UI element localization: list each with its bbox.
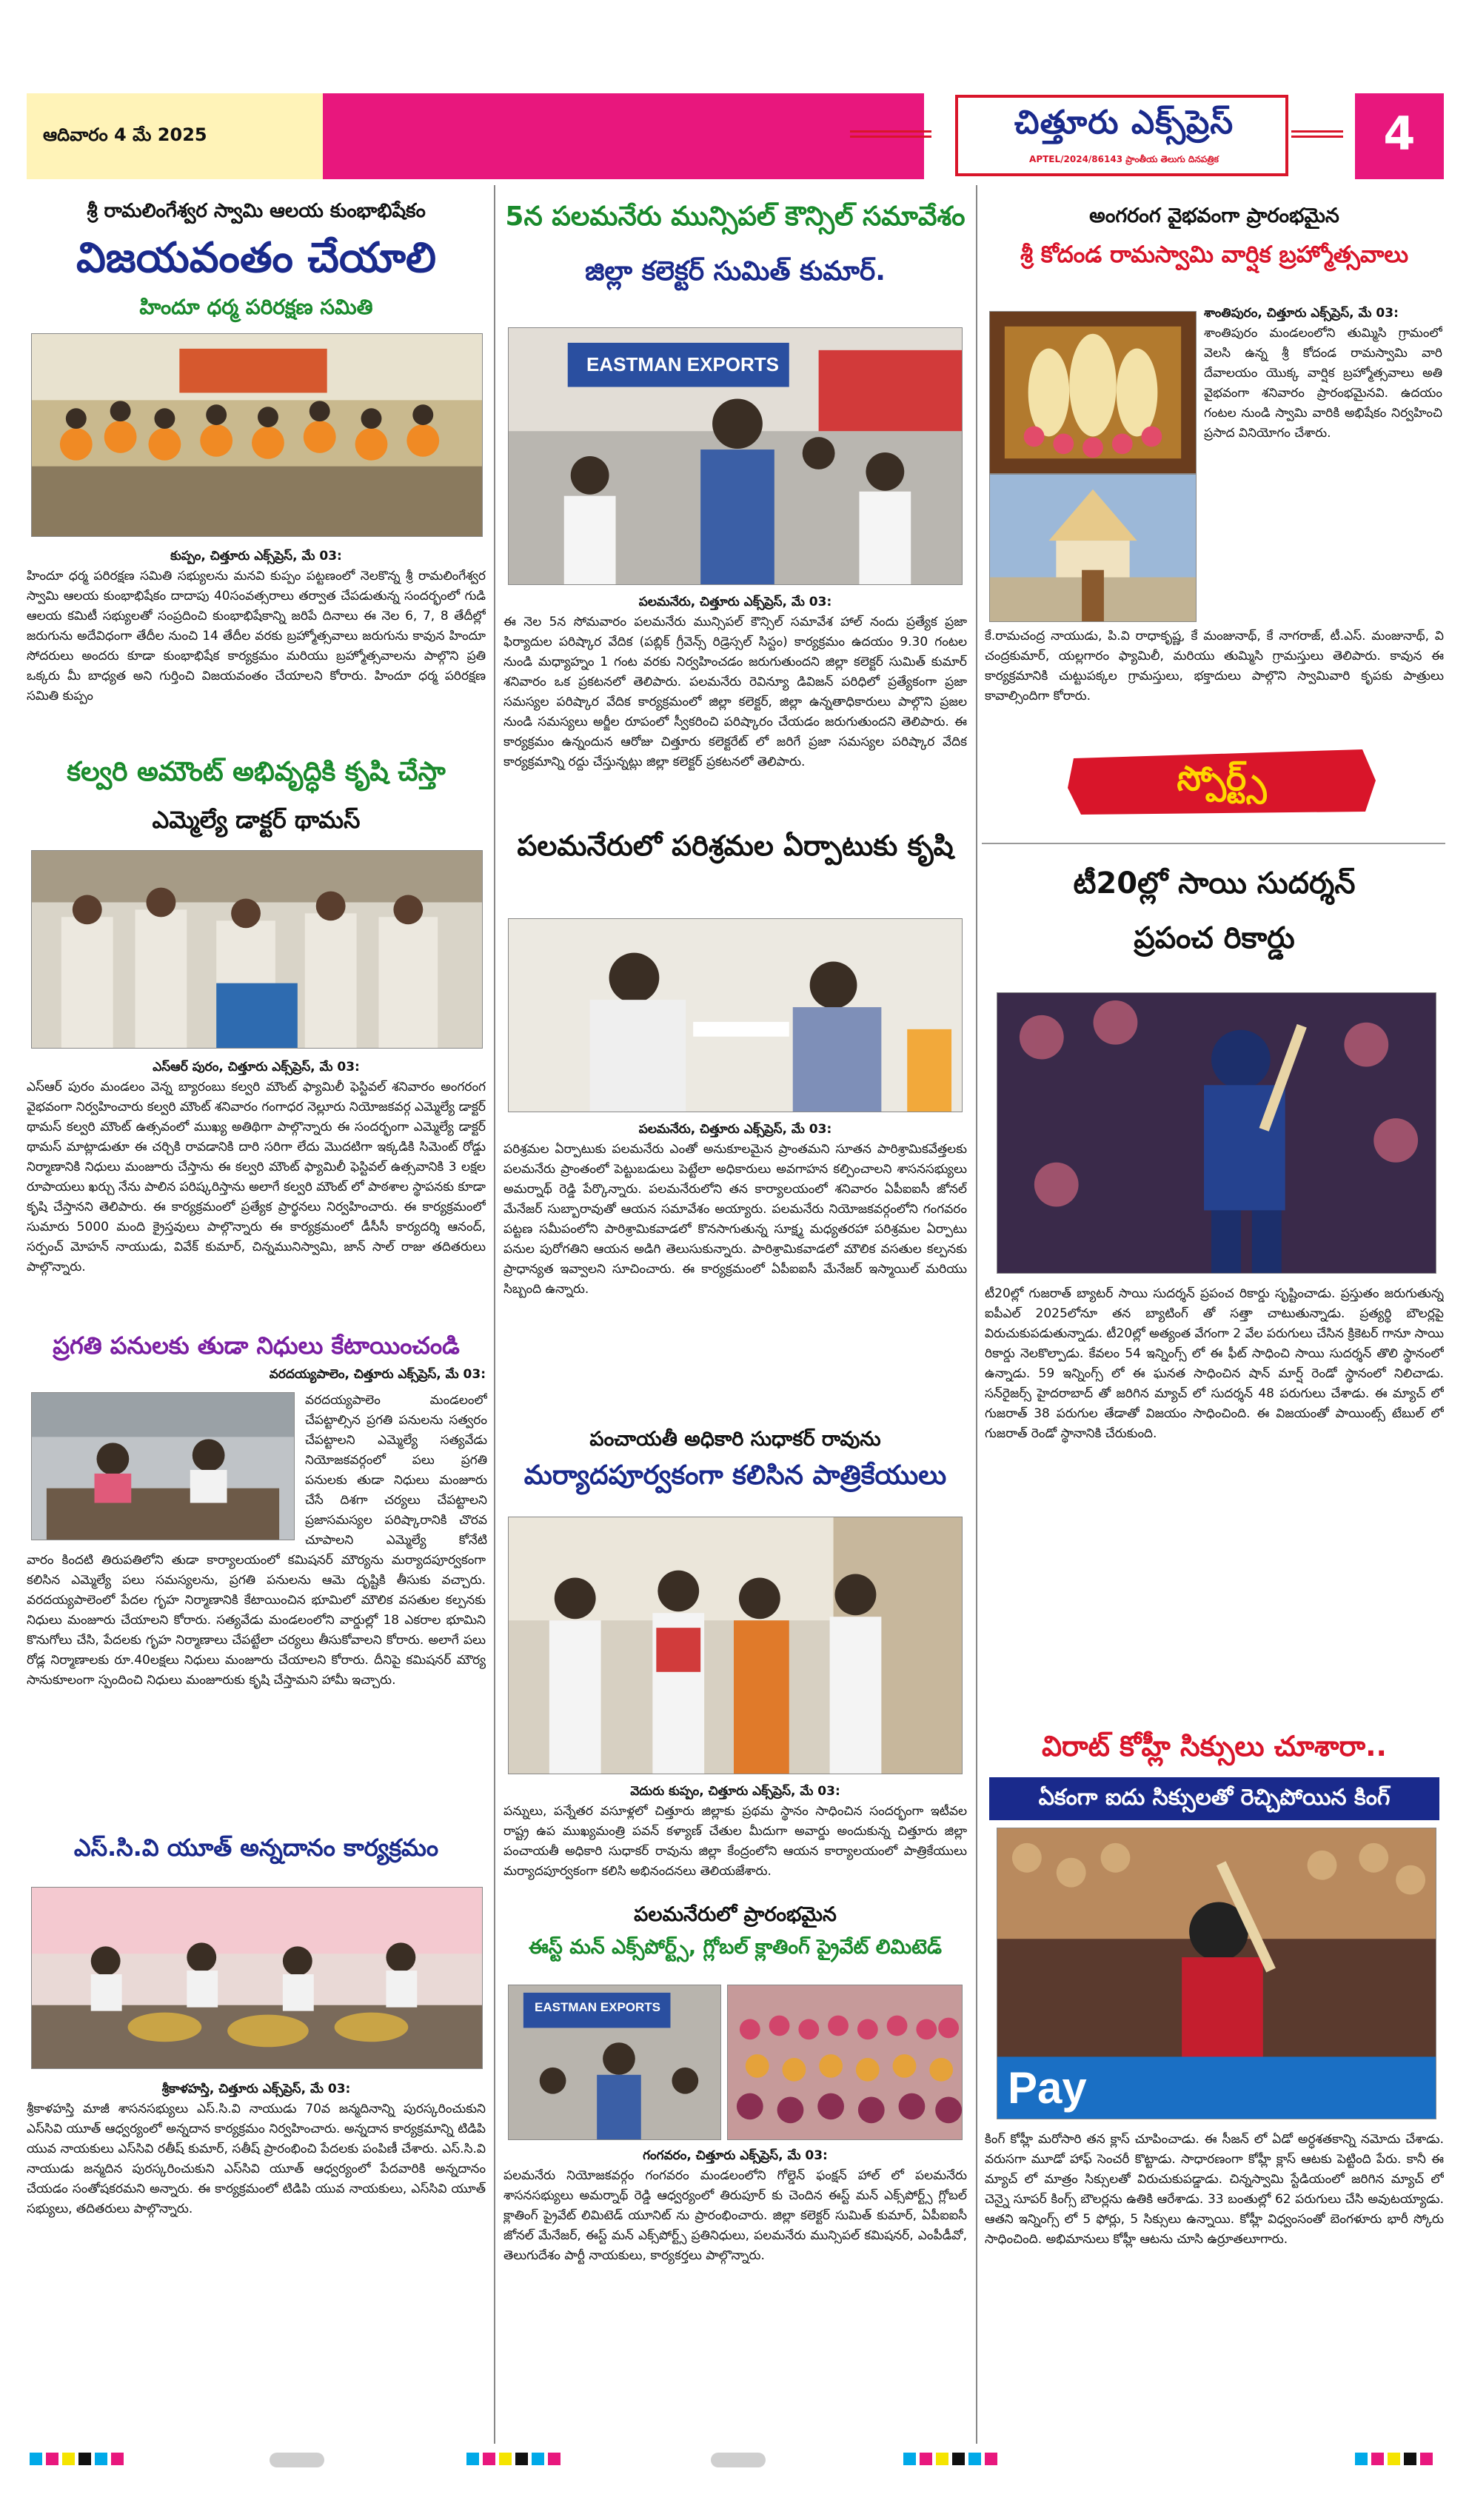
c2a3-dateline: వెదురు కుప్పం, చిత్తూరు ఎక్స్‌ప్రెస్, మే 03: bbox=[630, 1784, 840, 1799]
masthead-title: చిత్తూరు ఎక్స్‌ప్రెస్ bbox=[1014, 104, 1234, 141]
reg-magenta-2 bbox=[111, 2453, 124, 2465]
c2a1-headline2: జిల్లా కలెక్టర్ సుమిత్ కుమార్. bbox=[585, 256, 886, 287]
c2a3-headline: మర్యాదపూర్వకంగా కలిసిన పాత్రికేయులు bbox=[523, 1460, 947, 1491]
c2a4-banner-text: EASTMAN EXPORTS bbox=[534, 2000, 661, 2014]
c2a2-dateline: పలమనేరు, చిత్తూరు ఎక్స్‌ప్రెస్, మే 03: bbox=[638, 1122, 832, 1137]
reg-cyan bbox=[30, 2453, 42, 2465]
c3a3-photo bbox=[997, 1828, 1436, 2119]
reg-yellow bbox=[62, 2453, 75, 2465]
c1a3-body: వారం కిందటి తిరుపతిలోని తుడా కార్యాలయంలో కమిషనర్ మౌర్యను మర్యాదపూర్వకంగా కలిసిన ఎమ్మెల్యే పలు సమస్యలను, ప్రగతి పనులను ఆమె దృష్టికి తీసుకు వచ్చారు. వరదయ్యపాలెంలో పేదల గృహ నిర్మాణానికి కేటాయించిన భూమిలో మౌలిక వసతుల కల్పనకు నిధులు మంజూరు చేయాలని కోరారు. సత్యవేడు మండలంలోని వార్డుల్లో 18 ఎకరాల భూమిని కొనుగోలు చేసి, పేదలకు గృహ నిర్మాణాలు చేపట్టేలా చర్యలు తీసుకోవాలని కోరారు. అలాగే పలు రోడ్ల నిర్మాణాలకు రూ.40లక్షలు నిధులు మంజూరు చేయాలని కోరారు. దీనిపై కమిషనర్ మౌర్య సానుకూలంగా స్పందించి నిధులు మంజూరుకు కృషి చేస్తామని హామీ ఇచ్చారు. bbox=[27, 1553, 486, 1688]
c1a1-subhead: హిందూ ధర్మ పరిరక్షణ సమితి bbox=[139, 295, 373, 319]
c1a4-body-text: శ్రీకాళహస్తి మాజీ శాసనసభ్యులు ఎస్.సి.వి నాయుడు 70వ జన్మదినాన్ని పురస్కరించుకుని ఎస్‌సివి యూత్ ఆధ్వర్యంలో అన్నదాన కార్యక్రమం నిర్వహించారు. అన్నదాన కార్యక్రమాన్ని టిడిపి యువ నాయకులు ఎస్‌సివి రతీష్ కుమార్, సతీష్ ప్రారంభించి పేదలకు పంపిణీ చేశారు. ఎస్.సి.వి నాయుడు జన్మదిన పురస్కరించుకుని ఎస్‌సివి యూత్ ఆధ్వర్యంలో పేదవారికి అన్నదానం చేయడం సంతోషకరమని అన్నారు. ఈ కార్యక్రమంలో టిడిపి యువ నాయకులు, ఎస్‌సివి యూత్ సభ్యులు, తదితరులు పాల్గొన్నారు. bbox=[27, 2102, 486, 2216]
c3a3-subhead-bar bbox=[989, 1777, 1439, 1820]
c2a3-body-text: పన్నులు, పన్నేతర వసూళ్లలో చిత్తూరు జిల్లాకు ప్రథమ స్థానం సాధించిన సందర్భంగా ఇటీవల రాష్ట్ర ఉప ముఖ్యమంత్రి పవన్ కళ్యాణ్ చేతుల మీదుగా అవార్డు అందుకున్న చిత్తూరు జిల్లా పంచాయతీ అధికారి సుధాకర్ రావును జిల్లా కేంద్రంలోని ఆయన కార్యాలయంలో పాత్రికేయులు మర్యాదపూర్వకంగా కలిసి అభినందనలు తెలియజేశారు. bbox=[503, 1804, 967, 1879]
c2a2-body-text: పరిశ్రమల ఏర్పాటుకు పలమనేరు ఎంతో అనుకూలమైన ప్రాంతమని సూతన పారిశ్రామికవేత్తలకు పలమనేరు ప్రాంతంలో పెట్టుబడులు పెట్టేలా అధికారులు అవగాహన కల్పించాలని శాసనసభ్యులు అమర్నాథ్ రెడ్డి పేర్కొన్నారు. పలమనేరులోని తన కార్యాలయంలో శనివారం ఏపీఐఐసీ జోనల్ మేనేజర్ సుబ్బారావుతో ఆయన సమావేశం అయ్యారు. పలమనేరు నియోజకవర్గంలోని గంగవరం పట్టణ సమీపంలోని పారిశ్రామికవాడలో కొనసాగుతున్న సూక్ష్మ మధ్యతరహా పరిశ్రమల ఏర్పాటు పనుల పురోగతిని ఆయన అడిగి తెలుసుకున్నారు. పారిశ్రామికవాడలో మౌలిక వసతుల కల్పనకు ప్రాధాన్యత ఇవ్వాలని సూచించారు. ఈ కార్యక్రమంలో ఏపీఐఐసీ మేనేజర్ ఇస్మాయిల్ మరియు సిబ్బంది ఉన్నారు. bbox=[503, 1142, 967, 1297]
c1a2-body-text: ఎస్ఆర్ పురం మండలం వెన్న బ్యారంబు కల్వరి మౌంట్ ఫ్యామిలీ ఫెస్టివల్ శనివారం అంగరంగ వైభవంగా నిర్వహించారు కల్వరి మౌంట్ శనివారం గంగాధర నెల్లూరు నియోజకవర్గ ఎమ్మెల్యే డాక్టర్ థామస్ కల్వరి మౌంట్ ఉత్సవంలో ముఖ్య అతిథిగా పాల్గొన్నారు ఈ సందర్భంగా ఎమ్మెల్యే డాక్టర్ థామస్ మాట్లాడుతూ ఈ చర్చికి రావడానికి దారి సరిగా లేదు మొదటిగా ఇక్కడికి సిమెంట్ రోడ్డు నిర్మాణానికి నిధులు మంజూరు చేస్తాను ఈ కల్వరి మౌంట్ ఫ్యామిలీ ఫెస్టివల్ ఉత్సవానికి 3 లక్షల రూపాయలు ఖర్చు నేను పాలిన పరిష్కరిస్తాను అలాగే కల్వరి మౌంట్ లో పాఠశాల స్థాపనకు కూడా కృషి చేస్తానని తెలిపారు. ఈ కార్యక్రమంలో ప్రత్యేక ప్రార్థనలు నిర్వహించారు. ఈ కార్యక్రమంలో సుమారు 5000 మంది క్రైస్తవులు పాల్గొన్నారు ఈ కార్యక్రమంలో డీసీసీ కార్యదర్శి ఆనంద్, సర్పంచ్ మోహన్ నాయుడు, వివేక్ కుమార్, చిన్నమునిస్వామి, జాన్ సాల్ రాజు తదితరులు పాల్గొన్నారు. bbox=[27, 1080, 486, 1274]
header-red-lines bbox=[850, 130, 931, 138]
c1a4-dateline: శ్రీకాళహస్తి, చిత్తూరు ఎక్స్‌ప్రెస్, మే 03: bbox=[161, 2082, 351, 2096]
c2a2-headline: పలమనేరులో పరిశ్రమల ఏర్పాటుకు కృషి bbox=[517, 829, 954, 862]
reg-fr-cyan bbox=[1355, 2453, 1368, 2465]
c1a1-dateline: కుప్పం, చిత్తూరు ఎక్స్‌ప్రెస్, మే 03: bbox=[170, 549, 342, 564]
c2a3-kicker: పంచాయతీ అధికారి సుధాకర్ రావును bbox=[589, 1428, 881, 1451]
c1a4-body bbox=[27, 2079, 486, 2376]
c3a2-body: టీ20ల్లో గుజరాత్ బ్యాటర్ సాయి సుదర్శన్ ప్రపంచ రికార్డు సృష్టించాడు. ప్రస్తుతం జరుగుతున్న ఐపీఎల్ 2025లోనూ తన బ్యాటింగ్ తో సత్తా చాటుతున్నాడు. ప్రత్యర్థి బౌలర్లపై విరుచుకుపడుతున్నాడు. టీ20ల్లో అత్యంత వేగంగా 2 వేల పరుగులు చేసిన క్రికెటర్ గానూ సాయి రికార్డు నెలకొల్పాడు. కేవలం 54 ఇన్నింగ్స్ లో ఈ ఫీట్ సాధించి సాయి సుదర్శన్ తొలి స్థానంలో ఉన్నాడు. 59 ఇన్నింగ్స్ లో ఈ ఘనత సాధించిన షాన్ మార్ష్ రెండో స్థానంలో నిలిచాడు. సన్‌రైజర్స్ హైదరాబాద్ తో జరిగిన మ్యాచ్ లో సుదర్శన్ 48 పరుగులు చేశాడు. ఈ మ్యాచ్ లో గుజరాత్ 38 పరుగుల తేడాతో విజయం సాధించింది. ఈ విజయంతో పాయింట్స్ టేబుల్ లో గుజరాత్ రెండో స్థానానికి చేరుకుంది. bbox=[985, 1286, 1444, 1441]
reg-r-magenta-2 bbox=[985, 2453, 997, 2465]
reg-c-yellow bbox=[499, 2453, 512, 2465]
c2a1-banner-text: EASTMAN EXPORTS bbox=[586, 353, 780, 375]
c2a4-body-text: పలమనేరు నియోజకవర్గం గంగవరం మండలంలోని గోల్డెన్ ఫంక్షన్ హాల్ లో పలమనేరు శాసనసభ్యులు అమర్నాథ్ రెడ్డి ఆధ్వర్యంలో తిరుపూర్ కు చెందిన ఈస్ట్ మన్ ఎక్స్‌పోర్ట్స్ గ్లోబల్ క్లాతింగ్ ప్రైవేట్ లిమిటెడ్ యూనిట్ ను ప్రారంభించారు. జిల్లా కలెక్టర్ సుమిత్ కుమార్, ఏపీఐఐసీ జోనల్ మేనేజర్, ఈస్ట్ మన్ ఎక్స్‌పోర్ట్స్ ప్రతినిధులు, పలమనేరు మున్సిపల్ కమిషనర్, ఎంపీడీవో, తెలుగుదేశం పార్టీ నాయకులు, కార్యకర్తలు పాల్గొన్నారు. bbox=[503, 2168, 967, 2263]
reg-r-magenta bbox=[920, 2453, 932, 2465]
c1a2-subhead: ఎమ్మెల్యే డాక్టర్ థామస్ bbox=[152, 806, 361, 834]
column-divider-2 bbox=[976, 185, 977, 2444]
reg-c-cyan-2 bbox=[532, 2453, 544, 2465]
sports-banner bbox=[1066, 743, 1377, 818]
c1a3-dateline: వరదయ్యపాలెం, చిత్తూరు ఎక్స్‌ప్రెస్, మే 03: bbox=[269, 1367, 486, 1382]
c3a2-photo bbox=[997, 992, 1436, 1274]
footer-oval-right bbox=[711, 2453, 766, 2467]
page-number: 4 bbox=[1383, 107, 1416, 161]
reg-c-magenta bbox=[483, 2453, 495, 2465]
footer-marks-right bbox=[903, 2453, 1007, 2467]
c2a2-photo bbox=[508, 918, 963, 1112]
c2a4-body bbox=[503, 2146, 967, 2380]
c1a3-body-top: వరదయ్యపాలెం మండలంలో చేపట్టాల్సిన ప్రగతి పనులను సత్వరం చేపట్టాలని ఎమ్మెల్యే సత్యవేడు నియోజకవర్గంలో పలు ప్రగతి పనులకు తుడా నిధులు మంజూరు చేసే దిశగా చర్యలు చేపట్టాలని ప్రజాసమస్యల పరిష్కారానికి చొరవ చూపాలని ఎమ్మెల్యే కోనేటి bbox=[305, 1393, 487, 1548]
c3a1-body: కే.రామచంద్ర నాయుడు, పి.వి రాధాకృష్ణ, కే మంజునాథ్, కే నాగరాజ్, టీ.ఎస్. మంజునాథ్, వి చంద్రకుమార్, యల్లగారం ఫ్యామిలీ, మరియు తుమ్మిసి గ్రామస్తులు తెలిపారు. కావున ఈ కార్యక్రమానికి చుట్టుపక్కల గ్రామస్తులు, భక్తాదులు పాల్గొని స్వామివారి కృపకు పాత్రులు కావాల్సిందిగా కోరారు. bbox=[985, 629, 1444, 703]
c3a2-headline2: ప్రపంచ రికార్డు bbox=[1134, 921, 1295, 955]
c3a1-dateline: శాంతిపురం, చిత్తూరు ఎక్స్‌ప్రెస్, మే 03: bbox=[1204, 306, 1399, 321]
c2a3-photo bbox=[508, 1517, 963, 1774]
footer-marks-center bbox=[466, 2453, 570, 2467]
c3a1-photo-top bbox=[989, 311, 1197, 474]
reg-c-magenta-2 bbox=[548, 2453, 561, 2465]
c1a1-kicker: శ్రీ రామలింగేశ్వర స్వామి ఆలయ కుంభాభిషేకం bbox=[87, 200, 426, 222]
page-number-box bbox=[1355, 93, 1444, 179]
c3a1-body-top-text: శాంతిపురం మండలంలోని తుమ్మిసి గ్రామంలో వెలసి ఉన్న శ్రీ కోదండ రామస్వామి వారి దేవాలయం యొక్క వార్షిక బ్రహ్మోత్సవాలు అతి వైభవంగా శనివారం ప్రారంభమైనవి. ఉదయం గంటల నుండి స్వామి వారికి అభిషేకం నిర్వహించి ప్రసాద వినియోగం చేశారు. bbox=[1204, 326, 1442, 441]
c3a3-subhead: ఏకంగా ఐదు సిక్సులతో రెచ్చిపోయిన కింగ్ bbox=[1038, 1785, 1391, 1811]
c2a1-dateline: పలమనేరు, చిత్తూరు ఎక్స్‌ప్రెస్, మే 03: bbox=[638, 595, 832, 609]
c2a4-photo-right bbox=[727, 1985, 963, 2140]
c2a1-headline1: 5న పలమనేరు మున్సిపల్ కౌన్సిల్ సమావేశం bbox=[505, 201, 966, 232]
reg-r-cyan-2 bbox=[968, 2453, 981, 2465]
reg-cyan-2 bbox=[95, 2453, 107, 2465]
reg-black bbox=[78, 2453, 91, 2465]
footer-marks-far-right bbox=[1355, 2453, 1459, 2467]
footer-oval-left bbox=[270, 2453, 324, 2467]
c1a2-headline: కల్వరి అమౌంట్ అభివృద్ధికి కృషి చేస్తా bbox=[67, 757, 446, 787]
masthead-subtitle: APTEL/2024/86143 ప్రాంతీయ తెలుగు దినపత్రిక bbox=[1029, 154, 1219, 164]
c3a3-ad-text: Pay bbox=[1008, 2063, 1087, 2113]
masthead bbox=[955, 95, 1288, 176]
c3a1-kicker: అంగరంగ వైభవంగా ప్రారంభమైన bbox=[1089, 204, 1339, 227]
reg-r-black bbox=[952, 2453, 965, 2465]
header-red-lines-right bbox=[1291, 130, 1343, 138]
reg-r-cyan bbox=[903, 2453, 916, 2465]
c3a1-photo-bottom bbox=[989, 474, 1197, 622]
sports-banner-text: స్పోర్ట్స్ bbox=[1177, 758, 1267, 798]
c2a4-headline: ఈస్ట్ మన్ ఎక్స్‌పోర్ట్స్, గ్లోబల్ క్లాతింగ్ ప్రైవేట్ లిమిటెడ్ bbox=[529, 1936, 942, 1959]
c2a1-body bbox=[503, 592, 967, 812]
c1a4-photo bbox=[31, 1887, 483, 2069]
c3a2-headline1: టీ20ల్లో సాయి సుదర్శన్ bbox=[1073, 866, 1356, 900]
c1a1-headline: విజయవంతం చేయాలి bbox=[76, 234, 437, 282]
reg-r-yellow bbox=[936, 2453, 948, 2465]
c1a1-body bbox=[27, 547, 486, 748]
header-date: ఆదివారం 4 మే 2025 bbox=[43, 124, 207, 145]
c1a2-dateline: ఎస్ఆర్ పురం, చిత్తూరు ఎక్స్‌ప్రెస్, మే 03: bbox=[153, 1060, 360, 1074]
c1a3-photo bbox=[31, 1392, 295, 1540]
c1a2-body bbox=[27, 1057, 486, 1331]
c2a4-kicker: పలమనేరులో ప్రారంభమైన bbox=[634, 1903, 837, 1926]
c3a1-body-top bbox=[1204, 304, 1442, 624]
reg-fr-black bbox=[1404, 2453, 1416, 2465]
c1a2-photo bbox=[31, 850, 483, 1049]
c2a2-body bbox=[503, 1120, 967, 1413]
column-divider-1 bbox=[494, 185, 495, 2444]
reg-fr-yellow bbox=[1388, 2453, 1400, 2465]
c1a1-photo bbox=[31, 333, 483, 537]
c2a1-body-text: ఈ నెల 5న సోమవారం పలమనేరు మున్సిపల్ కౌన్సిల్ సమావేశ హాల్ నందు ప్రత్యేక ప్రజా ఫిర్యాదుల పరిష్కార వేదిక (పబ్లిక్ గ్రీవెన్స్ రిడ్రెస్సల్ సిస్టం) కార్యక్రమం ఉదయం 9.30 గంటల నుండి మధ్యాహ్నం 1 గంట వరకు నిర్వహించడం జరుగుతుందని జిల్లా కలెక్టర్ సుమిత్ కుమార్ శనివారం ఒక ప్రకటనలో తెలిపారు. పలమనేరు రెవిన్యూ డివిజన్ పరిధిలో ప్రత్యేకంగా ప్రజా సమస్యల పరిష్కార వేదిక కార్యక్రమంలో జిల్లా కలెక్టర్, జిల్లా ఉన్నతాధికారులు పాల్గొని ప్రజల నుండి సమస్యలు అర్జీల రూపంలో స్వీకరించి పరిష్కారం చేయడం జరుగుతుందని తెలిపారు. ఈ కార్యక్రమం ఉన్నందున ఆరోజు చిత్తూరు కలెక్టరేట్ లో జరిగే ప్రజా సమస్యల పరిష్కార వేదిక కార్యక్రమాన్ని రద్దు చేస్తున్నట్లు జిల్లా కలెక్టర్ ప్రకటనలో తెలిపారు. bbox=[503, 615, 967, 769]
reg-fr-magenta-2 bbox=[1420, 2453, 1433, 2465]
c3a3-headline: విరాట్ కోహ్లీ సిక్సులు చూశారా.. bbox=[1041, 1730, 1387, 1762]
c1a3-headline: ప్రగతి పనులకు తుడా నిధులు కేటాయించండి bbox=[53, 1331, 460, 1360]
c2a1-photo bbox=[508, 327, 963, 585]
c3a3-body: కింగ్ కోహ్లీ మరోసారి తన క్లాస్ చూపించాడు. ఈ సీజన్ లో ఏడో అర్ధశతకాన్ని నమోదు చేశాడు. వరుసగా మూడో హాఫ్ సెంచరీ కొట్టాడు. సాధారణంగా కోహ్లీ క్లాస్ ఆటకు పెట్టింది పేరు. కానీ ఈ మ్యాచ్ లో మాత్రం సిక్సులతో విరుచుకుపడ్డాడు. చిన్నస్వామి స్టేడియంలో జరిగిన మ్యాచ్ లో చెన్నై సూపర్ కింగ్స్ బౌలర్లను ఉతికి ఆరేశాడు. 33 బంతుల్లో 62 పరుగులు చేసి అవుటయ్యాడు. ఆతని ఇన్నింగ్స్ లో 5 ఫోర్లు, 5 సిక్సులు ఉన్నాయి. కోహ్లీ విధ్వంసంతో బెంగళూరు భారీ స్కోరు సాధించింది. అభిమానులు కోహ్లీ ఆటను చూసి ఉర్రూతలూగారు. bbox=[985, 2132, 1444, 2247]
reg-magenta bbox=[46, 2453, 58, 2465]
footer-marks-left bbox=[30, 2453, 133, 2467]
reg-c-black bbox=[515, 2453, 528, 2465]
c2a4-photo-left bbox=[508, 1985, 721, 2140]
reg-fr-magenta bbox=[1371, 2453, 1384, 2465]
c3a1-headline: శ్రీ కోదండ రామస్వామి వార్షిక బ్రహ్మోత్సవాలు bbox=[1020, 241, 1409, 268]
c1a4-headline: ఎస్.సి.వి యూత్ అన్నదానం కార్యక్రమం bbox=[73, 1834, 439, 1862]
sports-divider bbox=[982, 843, 1445, 844]
c2a4-dateline: గంగవరం, చిత్తూరు ఎక్స్‌ప్రెస్, మే 03: bbox=[643, 2148, 828, 2163]
c1a1-body-text: హిందూ ధర్మ పరిరక్షణ సమితి సభ్యులను మనవి కుప్పం పట్టణంలో నెలకొన్న శ్రీ రామలింగేశ్వర స్వామి ఆలయ కుంభాభిషేకం దాదాపు 40సంవత్సరాలు తర్వాత చేపడుతున్న సందర్భంలో గుడి ఆలయ కమిటీ సభ్యులతో సంప్రదించి కుంభాభిషేకాన్ని జరిపే దినాలు ఈ నెల 6, 7, 8 తేదీల్లో జరుగును అదేవిధంగా తేదీల నుంచి 14 తేదీల వరకు బ్రహ్మోత్సవాలు జరుగును కావున హిందూ సోదరులు అందరు కూడా కుంభాభిషేక కార్యక్రమం మరియు బ్రహ్మోత్సవాలను పాల్గొని ప్రతి ఒక్కరు మీ బాధ్యత అని గుర్తించి విజయవంతం చేయాలని కోరారు. హిందూ ధర్మ పరిరక్షణ సమితి కుప్పం bbox=[27, 569, 486, 703]
reg-c-cyan bbox=[466, 2453, 479, 2465]
